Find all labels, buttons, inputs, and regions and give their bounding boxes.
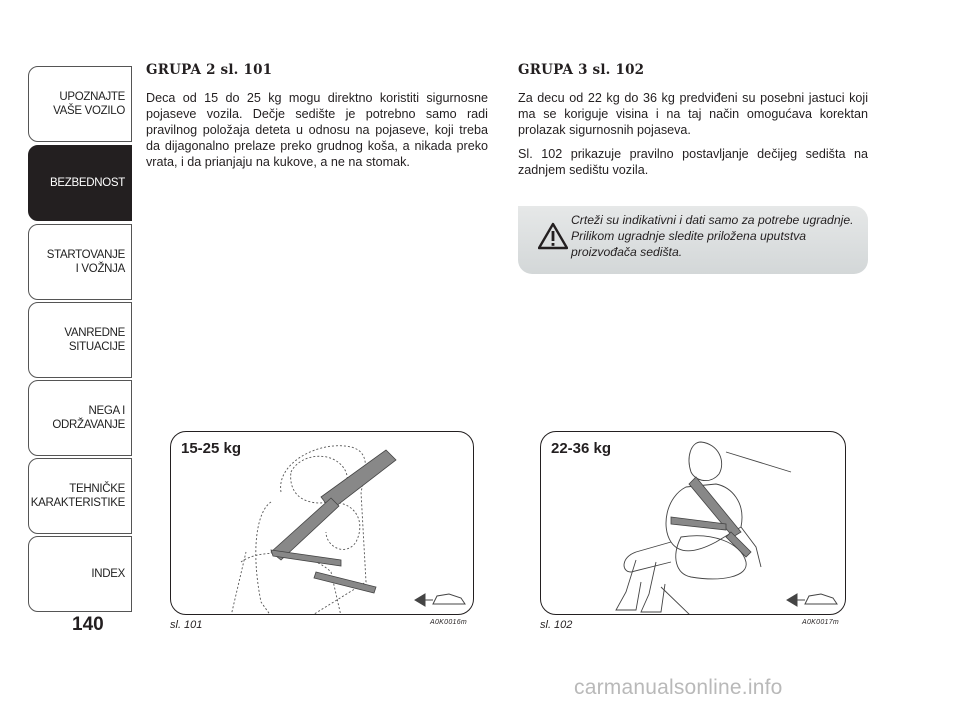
tab-label: BEZBEDNOST — [50, 177, 125, 189]
section-heading: GRUPA 3 sl. 102 — [518, 62, 645, 78]
tab-label: STARTOVANJE — [46, 249, 125, 261]
tab-label: VAŠE VOZILO — [53, 105, 125, 117]
watermark: carmanualsonline.info — [574, 676, 783, 699]
booster-cushion-illustration — [541, 432, 846, 615]
weight-label: 22-36 kg — [551, 440, 612, 457]
car-direction-icon — [787, 594, 837, 606]
tab-label: SITUACIJE — [68, 341, 125, 353]
tab-vanredne[interactable] — [28, 302, 132, 378]
tab-label: KARAKTERISTIKE — [30, 497, 125, 509]
tab-label: ODRŽAVANJE — [52, 419, 125, 431]
tab-label: UPOZNAJTE — [59, 91, 125, 103]
section-paragraph: Deca od 15 do 25 kg mogu direktno koristiti sigurnosne pojaseve vozila. Dečje sedište je potrebno samo radi pravilnog položaja deteta u odnosu na pojaseve, koji treba da dijagonalno prelaze preko grudnog koša, a nikada preko vrata, i da prianjaju na kukove, a ne na stomak. — [146, 91, 488, 169]
tab-index[interactable] — [28, 536, 132, 612]
figure-code: A0K0017m — [802, 619, 840, 626]
section-heading: GRUPA 2 sl. 101 — [146, 62, 273, 78]
figure-102 — [540, 431, 846, 615]
figure-code: A0K0016m — [430, 619, 468, 626]
tab-label: TEHNIČKE — [69, 483, 125, 495]
child-seat-illustration — [171, 432, 474, 615]
tab-label: INDEX — [91, 568, 125, 580]
weight-label: 15-25 kg — [181, 440, 242, 457]
section-paragraph: Za decu od 22 kg do 36 kg predviđeni su posebni jastuci koji ma se koriguje visina i na taj način omogućava korektan prolazak sigurnosnih pojaseva. — [518, 91, 868, 137]
tab-label: VANREDNE — [64, 327, 125, 339]
page-number: 140 — [72, 614, 104, 635]
right-column — [518, 62, 868, 186]
warning-note — [518, 206, 868, 274]
tab-tehnicke[interactable] — [28, 458, 132, 534]
figure-caption: sl. 102 — [540, 619, 573, 631]
warning-triangle-icon — [538, 222, 568, 250]
figure-caption: sl. 101 — [170, 619, 203, 631]
tab-nega[interactable] — [28, 380, 132, 456]
tab-bezbednost[interactable] — [28, 145, 132, 221]
tab-label: NEGA I — [88, 405, 125, 417]
note-text: Crteži su indikativni i dati samo za potrebe ugradnje. Prilikom ugradnje sledite priložena uputstva proizvođača sedišta. — [571, 213, 854, 259]
left-column — [146, 62, 488, 178]
tab-upoznajte[interactable] — [28, 66, 132, 142]
car-direction-icon — [415, 594, 465, 606]
section-paragraph: Sl. 102 prikazuje pravilno postavljanje dečijeg sedišta na zadnjem sedištu vozila. — [518, 147, 868, 177]
tab-startovanje[interactable] — [28, 224, 132, 300]
tab-label: I VOŽNJA — [75, 263, 125, 275]
figure-101 — [170, 431, 474, 615]
